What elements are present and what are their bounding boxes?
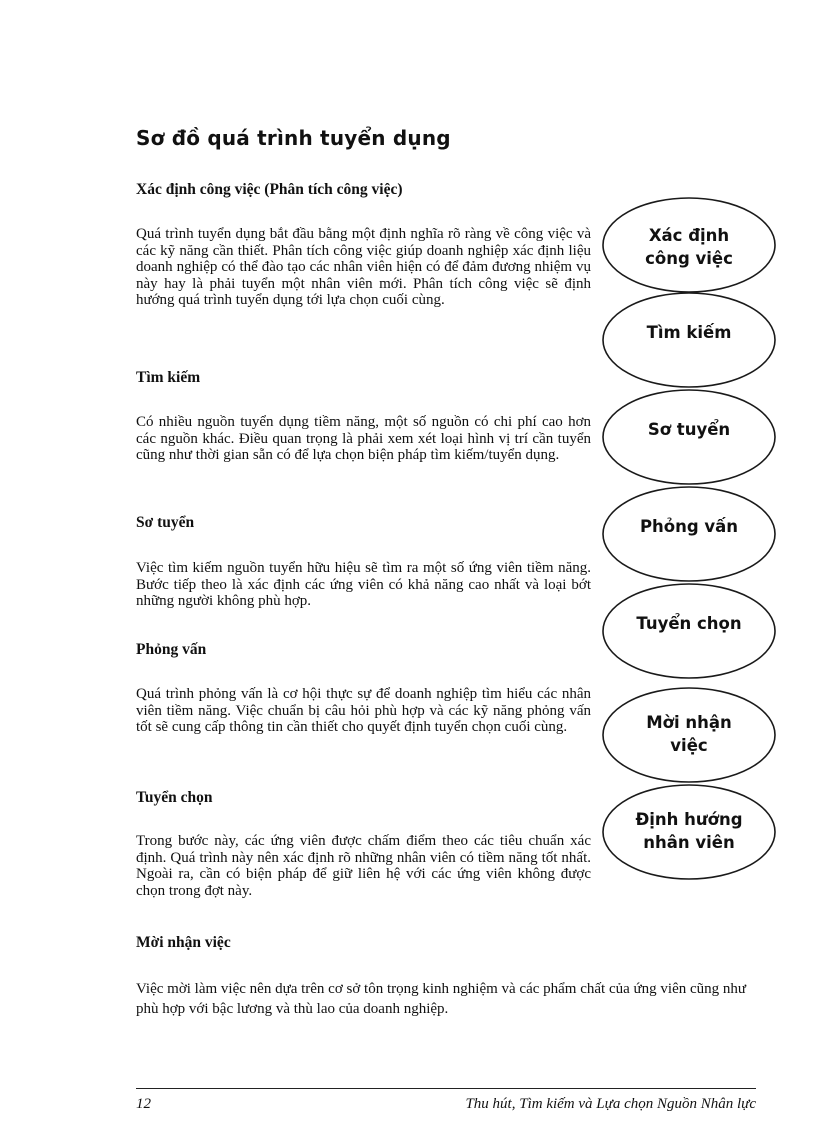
flow-node-label-line1: Tìm kiếm [646,323,732,342]
flow-node-label-line1: Mời nhận [646,713,732,732]
flow-node-interview [614,515,764,538]
flow-node-label-line2: công việc [645,249,733,268]
recruitment-flowchart [598,197,780,882]
page-title: Sơ đồ quá trình tuyển dụng [136,126,451,150]
flow-node-label-line1: Sơ tuyển [647,420,731,439]
section-heading-selection: Tuyển chọn [136,789,213,806]
flow-node-label-line1: Định hướng [635,810,743,829]
flow-node-label-line1: Xác định [648,226,730,245]
section-body-search: Có nhiều nguồn tuyển dụng tiềm năng, một số nguồn có chi phí cao hơn các nguồn khác. Điều quan trọng là phải xem xét loại hình vị trí cần tuyển cũng như thời gian sẵn có để lựa chọn biện pháp tìm kiếm/tuyển dụng. [136,414,591,463]
flow-node-selection [614,612,764,635]
flow-node-screening [614,418,764,441]
section-heading-screening: Sơ tuyển [136,514,195,531]
section-body-screening: Việc tìm kiếm nguồn tuyển hữu hiệu sẽ tìm ra một số ứng viên tiềm năng. Bước tiếp theo là xác định các ứng viên có khả năng cao nhất và loại bớt những người không phù hợp. [136,560,591,609]
section-heading-job-analysis: Xác định công việc (Phân tích công việc) [136,181,403,198]
flow-node-label-line1: Phỏng vấn [639,517,739,536]
flow-node-label-line2: nhân viên [643,833,735,852]
section-body-interview: Quá trình phỏng vấn là cơ hội thực sự để doanh nghiệp tìm hiểu các nhân viên tiềm năng. Việc chuẩn bị câu hỏi phù hợp và các kỹ năng phỏng vấn tốt sẽ cung cấp thông tin cần thiết cho quyết định tuyển chọn cuối cùng. [136,686,591,735]
flow-node-orientation [614,808,764,854]
section-body-job-offer: Việc mời làm việc nên dựa trên cơ sở tôn trọng kinh nghiệm và các phẩm chất của ứng viên cũng như phù hợp với bậc lương và thù lao của doanh nghiệp. [136,981,747,1017]
section-body-job-analysis: Quá trình tuyển dụng bắt đầu bằng một định nghĩa rõ ràng về công việc và các kỹ năng cần thiết. Phân tích công việc giúp doanh nghiệp xác định liệu doanh nghiệp có thể đào tạo các nhân viên hiện có để đảm đương nhiệm vụ này hay là phải tuyển một nhân viên mới. Phân tích công việc sẽ định hướng quá trình tuyển dụng tới lựa chọn cuối cùng. [136,226,591,308]
flow-node-label-line1: Tuyển chọn [636,614,742,633]
running-title: Thu hút, Tìm kiếm và Lựa chọn Nguồn Nhân lực [465,1096,756,1112]
flow-node-job-offer [614,711,764,757]
section-body-selection: Trong bước này, các ứng viên được chấm điểm theo các tiêu chuẩn xác định. Quá trình này nên xác định rõ những nhân viên có tiềm năng tốt nhất. Ngoài ra, cần có biện pháp để giữ liên hệ với các ứng viên không được chọn trong đợt này. [136,833,591,899]
flow-node-label-line2: việc [670,736,708,755]
section-heading-search: Tìm kiếm [136,369,201,386]
section-heading-job-offer: Mời nhận việc [136,934,231,951]
flowchart-shapes [598,197,780,882]
flow-node-define-job [614,224,764,270]
section-heading-interview: Phỏng vấn [136,641,207,658]
page-number: 12 [136,1096,151,1112]
flow-node-search [614,321,764,344]
footer-rule [136,1088,756,1089]
